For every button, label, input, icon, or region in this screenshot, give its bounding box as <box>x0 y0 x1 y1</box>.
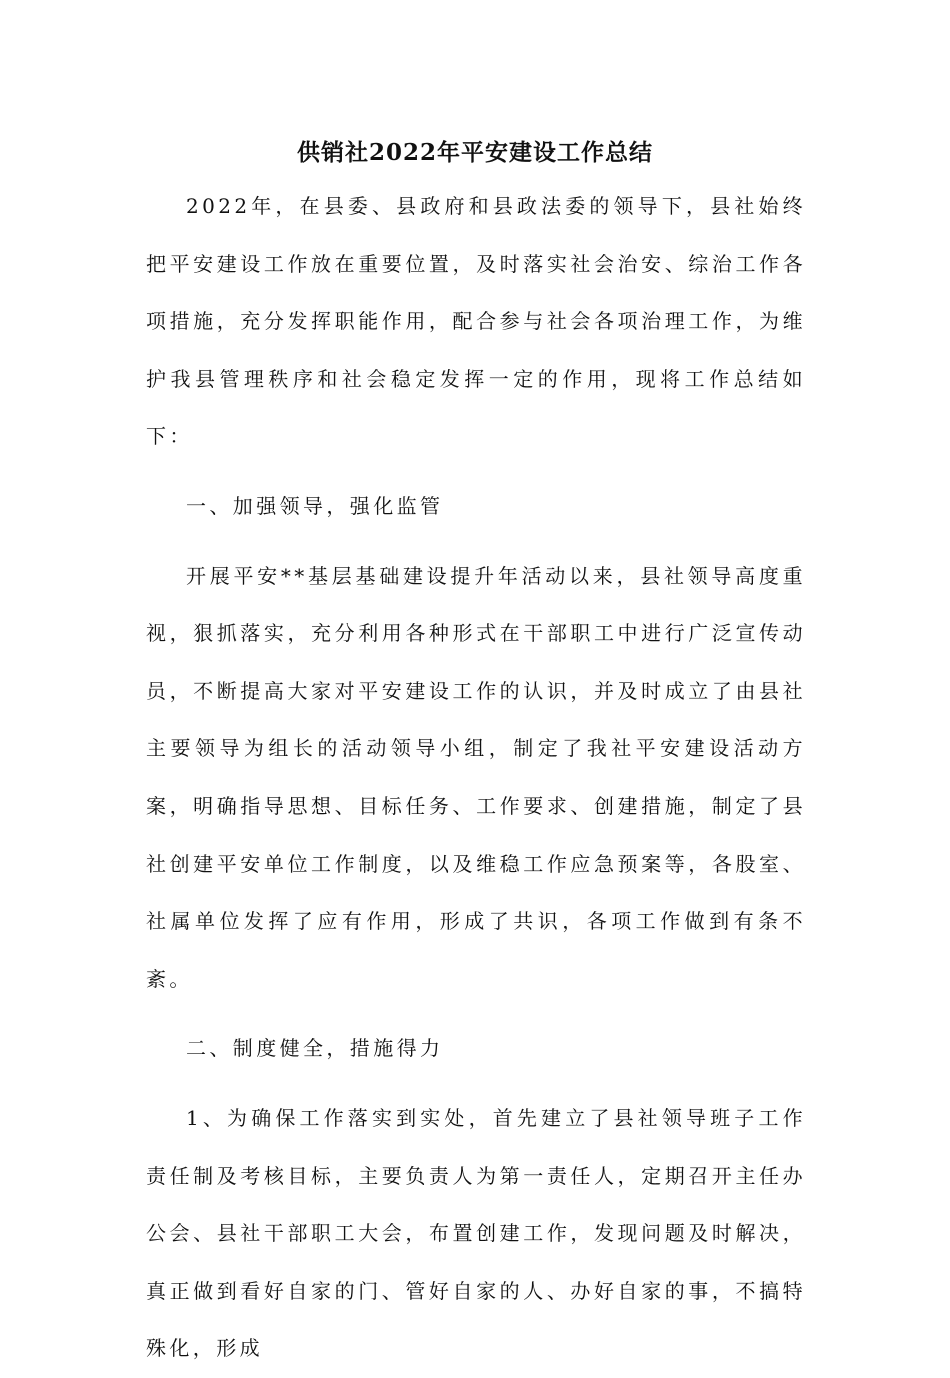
section-1-paragraph: 开展平安**基层基础建设提升年活动以来，县社领导高度重视，狠抓落实，充分利用各种形式在干部职工中进行广泛宣传动员，不断提高大家对平安建设工作的认识，并及时成立了由县社主要领导为组长的活动领导小组，制定了我社平安建设活动方案，明确指导思想、目标任务、工作要求、创建措施，制定了县社创建平安单位工作制度，以及维稳工作应急预案等，各股室、社属单位发挥了应有作用，形成了共识，各项工作做到有条不紊。 <box>146 563 806 991</box>
paragraph-gap <box>146 466 806 478</box>
paragraph-gap <box>146 1078 806 1090</box>
section-heading-2: 二、制度健全，措施得力 <box>186 1036 444 1061</box>
section-2-item-1-paragraph: 1、为确保工作落实到实处，首先建立了县社领导班子工作责任制及考核目标，主要负责人为第一责任人，定期召开主任办公会、县社干部职工大会，布置创建工作，发现问题及时解决，真正做到看好自家的门、管好自家的人、办好自家的事，不搞特殊化，形成 <box>146 1105 806 1361</box>
document-body <box>146 178 806 1378</box>
document-title: 供销社2022年平安建设工作总结 <box>296 139 653 166</box>
paragraph-gap <box>146 536 806 548</box>
section-heading-1: 一、加强领导，强化监管 <box>186 493 444 518</box>
paragraph-gap <box>146 1008 806 1020</box>
intro-paragraph: 2022年，在县委、县政府和县政法委的领导下，县社始终把平安建设工作放在重要位置，及时落实社会治安、综治工作各项措施，充分发挥职能作用，配合参与社会各项治理工作，为维护我县管理秩序和社会稳定发挥一定的作用，现将工作总结如下： <box>146 194 806 449</box>
